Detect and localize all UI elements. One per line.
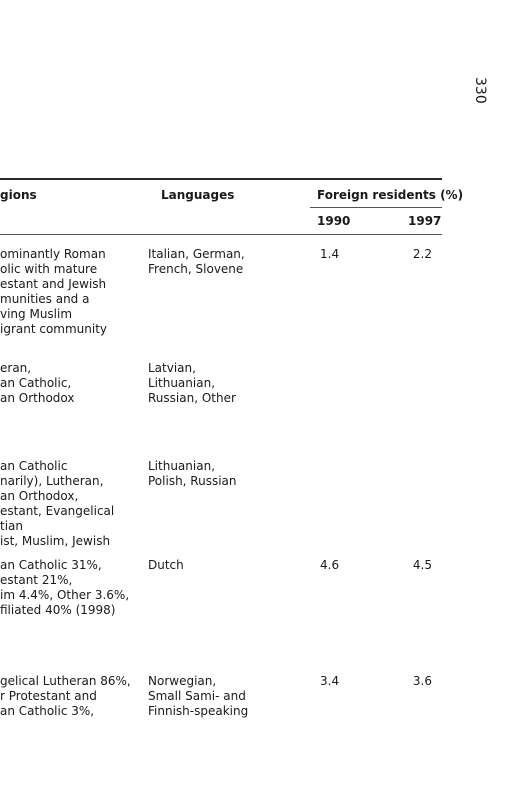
cell-line: ving Muslim [0,307,73,321]
cell-line: igrant community [0,322,108,336]
foreign-1990-cell: 1.4 [320,247,340,261]
table-top-rule [0,178,442,180]
page-number: 330 [472,77,488,104]
cell-line: Polish, Russian [148,474,237,488]
languages-cell [148,558,184,573]
header-languages: Languages [161,188,235,202]
cell-line: estant, Evangelical [0,504,115,518]
cell-line: ist, Muslim, Jewish [0,534,111,548]
cell-line: Latvian, [148,361,196,375]
cell-line: munities and a [0,292,90,306]
cell-line: Small Sami- and [148,689,246,703]
cell-line: French, Slovene [148,262,244,276]
religions-cell [0,361,75,406]
religions-cell [0,247,107,337]
cell-line: Lithuanian, [148,376,216,390]
cell-line: Russian, Other [148,391,236,405]
cell-line: narily), Lutheran, [0,474,104,488]
cell-line: filiated 40% (1998) [0,603,116,617]
cell-line: r Protestant and [0,689,97,703]
foreign-1997-cell: 4.5 [412,558,432,572]
cell-line: an Catholic 3%, [0,704,95,718]
cell-line: im 4.4%, Other 3.6%, [0,588,130,602]
cell-line: tian [0,519,23,533]
foreign-1990-cell: 4.6 [320,558,340,572]
cell-line: an Orthodox [0,391,75,405]
cell-line: an Orthodox, [0,489,79,503]
foreign-residents-subrule [310,207,442,208]
header-foreign-residents: Foreign residents (%) [317,188,464,202]
religions-cell [0,674,131,719]
cell-line: estant 21%, [0,573,73,587]
cell-line: Finnish-speaking [148,704,249,718]
cell-line: eran, [0,361,32,375]
cell-line: gelical Lutheran 86%, [0,674,131,688]
cell-line: Lithuanian, [148,459,216,473]
languages-cell [148,459,237,489]
cell-line: ominantly Roman [0,247,106,261]
header-religions: gions [0,188,37,202]
cell-line: Norwegian, [148,674,217,688]
cell-line: olic with mature [0,262,98,276]
languages-cell [148,247,245,277]
religions-cell [0,459,114,549]
languages-cell [148,674,248,719]
header-year-1990: 1990 [317,214,351,228]
cell-line: an Catholic 31%, [0,558,102,572]
languages-cell [148,361,236,406]
cell-line: estant and Jewish [0,277,107,291]
header-bottom-rule [0,234,442,235]
foreign-1990-cell: 3.4 [320,674,340,688]
foreign-1997-cell: 2.2 [412,247,432,261]
religions-cell [0,558,129,618]
header-year-1997: 1997 [408,214,442,228]
cell-line: Italian, German, [148,247,245,261]
cell-line: Dutch [148,558,184,572]
cell-line: an Catholic [0,459,68,473]
foreign-1997-cell: 3.6 [412,674,432,688]
cell-line: an Catholic, [0,376,72,390]
